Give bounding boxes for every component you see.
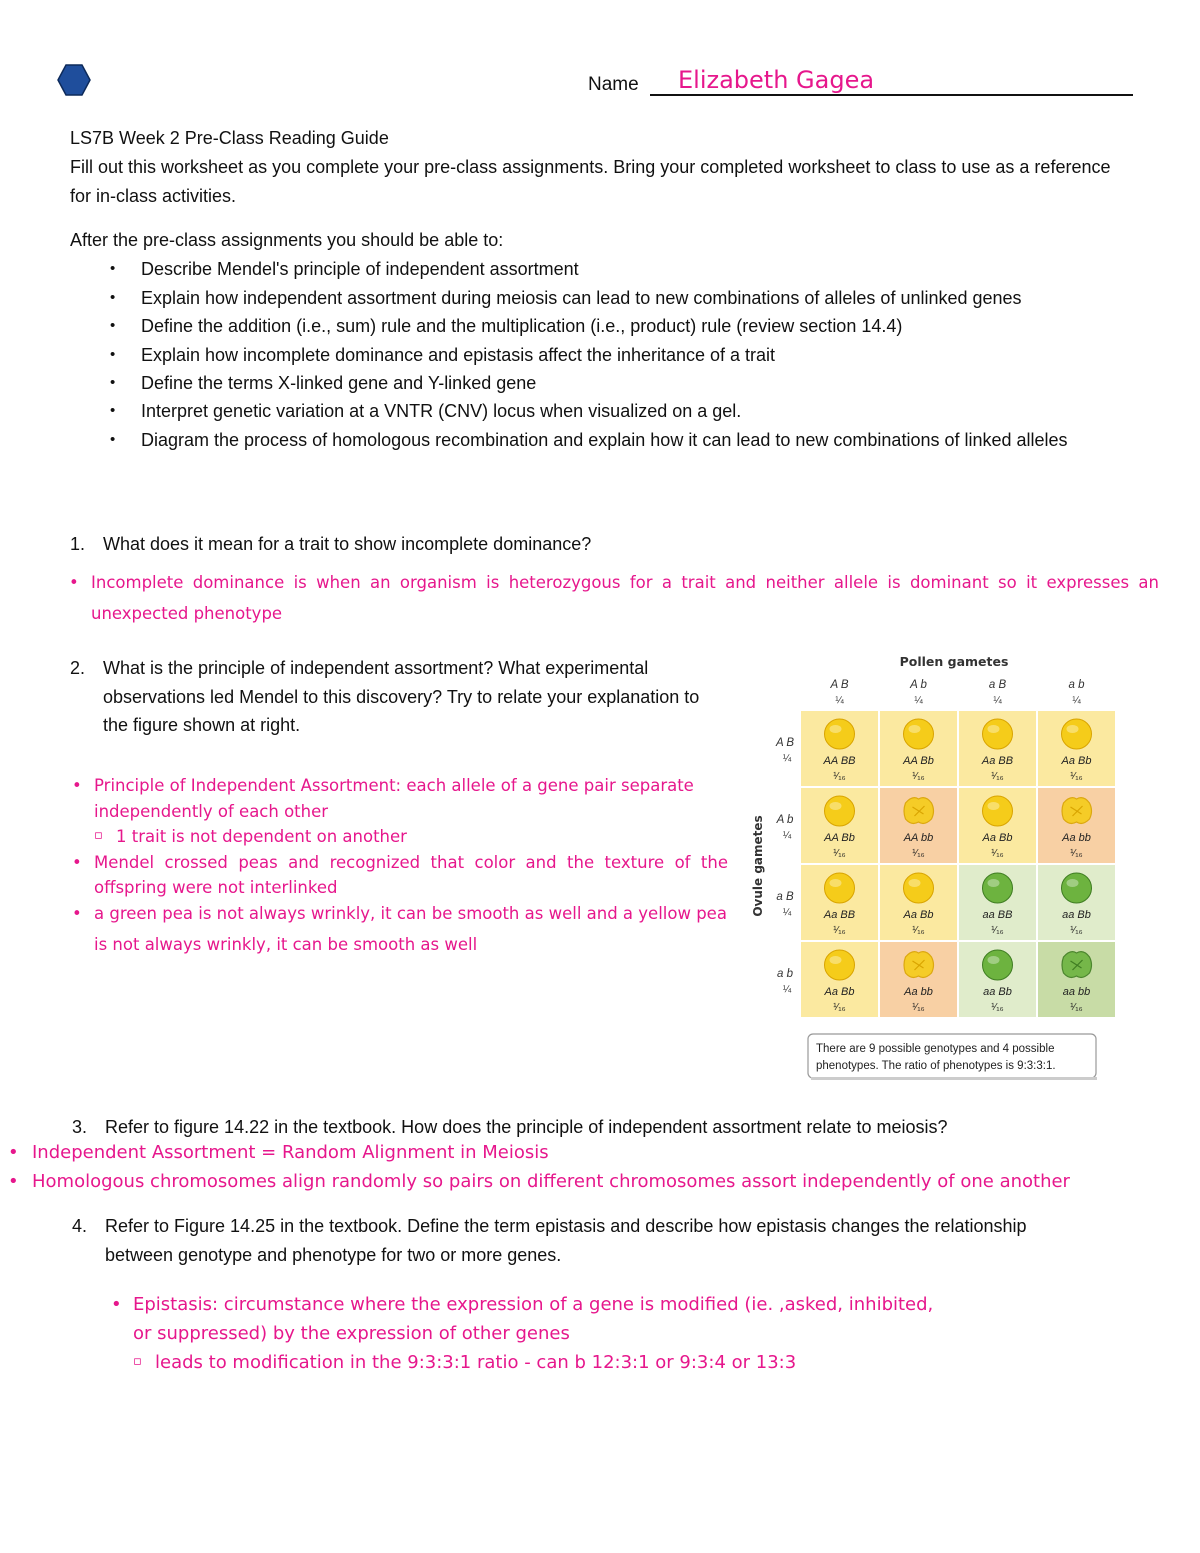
objective-item: • Define the addition (i.e., sum) rule and the multiplication (i.e., product) rule (review section 14.4) <box>70 312 1135 340</box>
ovule-gamete-fraction: ¼ <box>782 984 792 995</box>
round-pea-icon <box>983 873 1013 903</box>
answer-bullet: • Homologous chromosomes align randomly so pairs on different chromosomes assort independently of one another <box>8 1168 1104 1197</box>
cell-probability: ¹⁄₁₆ <box>833 925 846 936</box>
pea-highlight <box>988 956 1000 964</box>
objectives-lead: After the pre-class assignments you should be able to: <box>70 230 504 250</box>
pea-highlight <box>909 879 921 887</box>
pollen-gamete-fraction: ¼ <box>835 695 844 706</box>
punnett-cell <box>1038 865 1115 940</box>
ovule-gamete-label: a B <box>776 891 794 903</box>
cell-genotype: Aa bb <box>1062 832 1091 844</box>
worksheet-intro: Fill out this worksheet as you complete your pre-class assignments. Bring your completed worksheet to class to use as a reference for in-class activities. <box>70 157 1111 206</box>
question-text: Refer to Figure 14.25 in the textbook. Define the term epistasis and describe how epistasis changes the relationship between genotype and phenotype for two or more genes. <box>105 1216 1027 1265</box>
question-text: What does it mean for a trait to show incomplete dominance? <box>103 534 592 554</box>
ovule-gamete-label: A b <box>776 814 794 826</box>
cell-genotype: aa Bb <box>1062 909 1091 921</box>
answer-3 <box>8 1139 1104 1196</box>
round-pea-icon <box>983 950 1013 980</box>
cell-probability: ¹⁄₁₆ <box>1070 925 1083 936</box>
pollen-gamete-fraction: ¼ <box>914 695 923 706</box>
answer-bullet: • a green pea is not always wrinkly, it can be smooth as well and a yellow pea is not always wrinkly, it can be smooth as well <box>72 898 728 960</box>
cell-probability: ¹⁄₁₆ <box>991 771 1004 782</box>
question-1 <box>70 530 1135 559</box>
cell-probability: ¹⁄₁₆ <box>833 1002 846 1013</box>
cell-probability: ¹⁄₁₆ <box>1070 771 1083 782</box>
round-pea-icon <box>1062 719 1092 749</box>
cell-genotype: Aa Bb <box>982 832 1013 844</box>
cell-genotype: AA Bb <box>903 755 934 767</box>
round-pea-icon <box>825 719 855 749</box>
cell-genotype: Aa BB <box>981 755 1014 767</box>
objective-item: • Interpret genetic variation at a VNTR (CNV) locus when visualized on a gel. <box>70 397 1135 425</box>
answer-bullet: • Independent Assortment = Random Alignment in Meiosis <box>8 1139 1104 1168</box>
round-pea-icon <box>1062 873 1092 903</box>
ovule-gamete-fraction: ¼ <box>782 753 792 764</box>
question-2 <box>70 654 720 740</box>
pea-highlight <box>988 879 1000 887</box>
question-3 <box>72 1113 1137 1142</box>
ovule-gamete-fraction: ¼ <box>782 830 792 841</box>
cell-genotype: Aa BB <box>823 909 856 921</box>
answer-bullet: • Principle of Independent Assortment: each allele of a gene pair separate independently of each other <box>72 773 728 824</box>
ovule-gamete-label: A B <box>775 737 795 749</box>
cell-probability: ¹⁄₁₆ <box>912 771 925 782</box>
question-text: Refer to figure 14.22 in the textbook. How does the principle of independent assortment relate to meiosis? <box>105 1117 948 1137</box>
cell-genotype: Aa Bb <box>903 909 934 921</box>
caption-shadow <box>811 1077 1097 1080</box>
punnett-cell <box>959 865 1036 940</box>
objective-item: • Diagram the process of homologous recombination and explain how it can lead to new combinations of linked alleles <box>70 426 1135 454</box>
cell-probability: ¹⁄₁₆ <box>912 925 925 936</box>
objective-item: • Explain how incomplete dominance and epistasis affect the inheritance of a trait <box>70 341 1135 369</box>
cell-probability: ¹⁄₁₆ <box>1070 1002 1083 1013</box>
answer-4 <box>111 1290 941 1377</box>
question-4 <box>72 1212 1072 1269</box>
round-pea-icon <box>825 950 855 980</box>
objective-item: • Define the terms X-linked gene and Y-linked gene <box>70 369 1135 397</box>
cell-probability: ¹⁄₁₆ <box>991 925 1004 936</box>
punnett-cell <box>880 711 957 786</box>
punnett-cell <box>880 865 957 940</box>
question-number: 4. <box>72 1216 88 1236</box>
figure-caption <box>808 1034 1097 1080</box>
pea-highlight <box>909 725 921 733</box>
punnett-cell <box>959 788 1036 863</box>
round-pea-icon <box>904 719 934 749</box>
cell-probability: ¹⁄₁₆ <box>1070 848 1083 859</box>
ovule-gametes-label: Ovule gametes <box>751 815 765 917</box>
answer-sub-bullet: ▫ leads to modification in the 9:3:3:1 ratio - can b 12:3:1 or 9:3:4 or 13:3 <box>111 1348 941 1377</box>
punnett-cell <box>801 788 878 863</box>
round-pea-icon <box>983 796 1013 826</box>
punnett-cell <box>880 788 957 863</box>
punnett-cell <box>801 711 878 786</box>
pollen-gamete-label: a B <box>988 679 1007 691</box>
pea-highlight <box>988 725 1000 733</box>
question-number: 1. <box>70 534 86 554</box>
cell-genotype: aa Bb <box>983 986 1012 998</box>
cell-probability: ¹⁄₁₆ <box>991 848 1004 859</box>
caption-line-1: There are 9 possible genotypes and 4 possible <box>816 1043 1055 1055</box>
pollen-gamete-label: A B <box>830 679 849 691</box>
punnett-square-figure <box>748 648 1120 1088</box>
objectives-list <box>70 255 1135 454</box>
cell-genotype: AA BB <box>823 755 856 767</box>
caption-line-2: phenotypes. The ratio of phenotypes is 9:3:3:1. <box>816 1060 1056 1072</box>
pea-highlight <box>830 802 842 810</box>
cell-probability: ¹⁄₁₆ <box>912 848 925 859</box>
pea-highlight <box>988 802 1000 810</box>
cell-probability: ¹⁄₁₆ <box>833 771 846 782</box>
punnett-cell <box>1038 788 1115 863</box>
name-field <box>588 66 1133 98</box>
figure-title: Pollen gametes <box>899 654 1009 669</box>
answer-sub-bullet: ▫ 1 trait is not dependent on another <box>72 824 728 850</box>
pollen-gamete-fraction: ¼ <box>1072 695 1081 706</box>
cell-genotype: aa bb <box>1062 986 1091 998</box>
name-label: Name <box>588 74 639 95</box>
pea-highlight <box>1067 879 1079 887</box>
worksheet-title: LS7B Week 2 Pre-Class Reading Guide <box>70 128 389 148</box>
answer-2 <box>72 773 728 960</box>
punnett-cell <box>801 865 878 940</box>
pea-highlight <box>830 725 842 733</box>
round-pea-icon <box>983 719 1013 749</box>
cell-genotype: Aa Bb <box>824 986 855 998</box>
pea-highlight <box>1067 725 1079 733</box>
pollen-gamete-label: A b <box>910 679 927 691</box>
worksheet-header <box>70 124 1135 211</box>
hexagon-logo-icon <box>56 62 92 98</box>
punnett-cell <box>1038 942 1115 1017</box>
punnett-cell <box>801 942 878 1017</box>
cell-genotype: Aa Bb <box>1061 755 1092 767</box>
answer-1: • Incomplete dominance is when an organism is heterozygous for a trait and neither allele is dominant so it expresses an unexpected phenotype <box>69 567 1159 629</box>
objective-item: • Explain how independent assortment during meiosis can lead to new combinations of alleles of unlinked genes <box>70 284 1135 312</box>
cell-genotype: Aa bb <box>904 986 933 998</box>
punnett-cell <box>880 942 957 1017</box>
ovule-gamete-label: a b <box>777 968 793 980</box>
student-name: Elizabeth Gagea <box>678 66 875 94</box>
cell-genotype: AA Bb <box>824 832 855 844</box>
name-underline <box>650 94 1133 96</box>
learning-objectives <box>70 226 1135 454</box>
objective-item: • Describe Mendel's principle of independent assortment <box>70 255 1135 283</box>
punnett-cell <box>959 711 1036 786</box>
pea-highlight <box>830 879 842 887</box>
round-pea-icon <box>904 873 934 903</box>
round-pea-icon <box>825 873 855 903</box>
cell-genotype: aa BB <box>982 909 1013 921</box>
cell-probability: ¹⁄₁₆ <box>833 848 846 859</box>
question-text: What is the principle of independent assortment? What experimental observations led Mendel to this discovery? Try to relate your explanation to the figure shown at right. <box>103 658 700 735</box>
cell-probability: ¹⁄₁₆ <box>991 1002 1004 1013</box>
answer-bullet: • Epistasis: circumstance where the expression of a gene is modified (ie. ,asked, inhibited, or suppressed) by the expression of other genes <box>111 1290 941 1348</box>
answer-bullet: • Mendel crossed peas and recognized that color and the texture of the offspring were not interlinked <box>72 850 728 901</box>
punnett-cell <box>959 942 1036 1017</box>
pea-highlight <box>830 956 842 964</box>
punnett-cell <box>1038 711 1115 786</box>
pollen-gamete-label: a b <box>1068 679 1085 691</box>
question-number: 3. <box>72 1117 88 1137</box>
cell-probability: ¹⁄₁₆ <box>912 1002 925 1013</box>
cell-genotype: AA bb <box>903 832 934 844</box>
ovule-gamete-fraction: ¼ <box>782 907 792 918</box>
pollen-gamete-fraction: ¼ <box>993 695 1002 706</box>
question-number: 2. <box>70 658 86 678</box>
round-pea-icon <box>825 796 855 826</box>
